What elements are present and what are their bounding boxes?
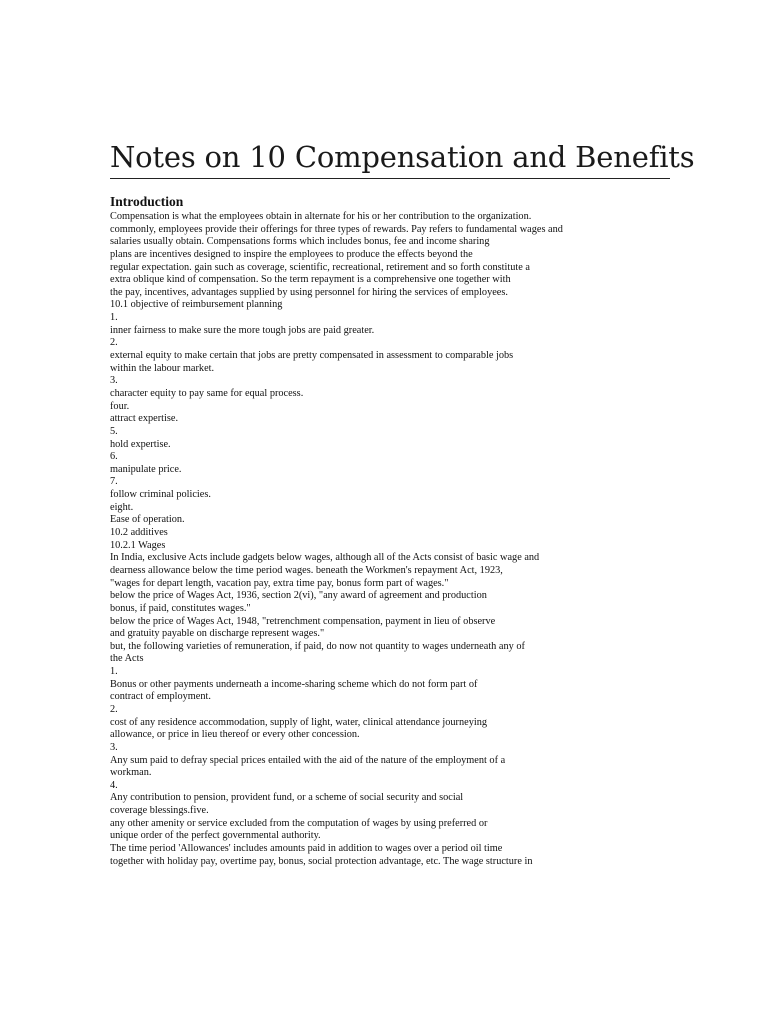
- body-line: contract of employment.: [110, 691, 211, 703]
- document-title: Notes on 10 Compensation and Benefits: [110, 140, 670, 179]
- body-line: salaries usually obtain. Compensations forms which includes bonus, fee and income sharing: [110, 236, 490, 248]
- body-line: 2.: [110, 703, 118, 715]
- body-line: 6.: [110, 451, 118, 463]
- body-line: but, the following varieties of remuneration, if paid, do now not quantity to wages underneath any of: [110, 640, 525, 652]
- body-line: Bonus or other payments underneath a income-sharing scheme which do not form part of: [110, 678, 478, 690]
- body-line: together with holiday pay, overtime pay, bonus, social protection advantage, etc. The wage structure in: [110, 855, 533, 867]
- body-line: extra oblique kind of compensation. So the term repayment is a comprehensive one together with: [110, 274, 511, 286]
- body-line: workman.: [110, 767, 152, 779]
- body-line: 1.: [110, 666, 118, 678]
- document-body: [110, 211, 670, 868]
- body-line: 1.: [110, 312, 118, 324]
- body-line: Any sum paid to defray special prices entailed with the aid of the nature of the employment of a: [110, 754, 506, 766]
- body-line: cost of any residence accommodation, supply of light, water, clinical attendance journeying: [110, 716, 488, 728]
- body-line: any other amenity or service excluded from the computation of wages by using preferred or: [110, 817, 488, 829]
- body-line: dearness allowance below the time period wages. beneath the Workmen's repayment Act, 1923,: [110, 564, 503, 576]
- body-line: character equity to pay same for equal process.: [110, 387, 304, 399]
- body-line: and gratuity payable on discharge represent wages.": [110, 628, 325, 640]
- body-line: regular expectation. gain such as coverage, scientific, recreational, retirement and so forth constitute a: [110, 261, 530, 273]
- body-line: 3.: [110, 741, 118, 753]
- body-line: Ease of operation.: [110, 514, 185, 526]
- body-line: below the price of Wages Act, 1948, "retrenchment compensation, payment in lieu of observe: [110, 615, 496, 627]
- body-line: 2.: [110, 337, 118, 349]
- body-line: plans are incentives designed to inspire the employees to produce the effects beyond the: [110, 248, 473, 260]
- document-page: [110, 140, 695, 868]
- body-line: 7.: [110, 476, 118, 488]
- body-line: attract expertise.: [110, 413, 179, 425]
- body-line: 10.1 objective of reimbursement planning: [110, 299, 283, 311]
- body-line: coverage blessings.five.: [110, 805, 209, 817]
- body-line: "wages for depart length, vacation pay, extra time pay, bonus form part of wages.": [110, 577, 449, 589]
- section-heading-introduction: Introduction: [110, 194, 184, 209]
- body-line: bonus, if paid, constitutes wages.": [110, 602, 251, 614]
- body-line: 5.: [110, 425, 118, 437]
- body-line: The time period 'Allowances' includes amounts paid in addition to wages over a period oil time: [110, 843, 503, 855]
- body-line: within the labour market.: [110, 362, 215, 374]
- body-line: follow criminal policies.: [110, 489, 211, 501]
- body-line: In India, exclusive Acts include gadgets below wages, although all of the Acts consist of basic wage and: [110, 552, 540, 564]
- body-line: the pay, incentives, advantages supplied by using personnel for hiring the services of employees.: [110, 286, 508, 298]
- body-line: the Acts: [110, 653, 144, 665]
- body-line: 4.: [110, 779, 118, 791]
- body-line: external equity to make certain that jobs are pretty compensated in assessment to comparable jobs: [110, 350, 514, 362]
- body-line: Any contribution to pension, provident fund, or a scheme of social security and social: [110, 792, 464, 804]
- body-line: 10.2 additives: [110, 527, 168, 539]
- body-line: eight.: [110, 501, 134, 513]
- body-line: unique order of the perfect governmental authority.: [110, 830, 321, 842]
- body-line: hold expertise.: [110, 438, 171, 450]
- body-line: below the price of Wages Act, 1936, section 2(vi), "any award of agreement and production: [110, 590, 487, 602]
- body-line: commonly, employees provide their offerings for three types of rewards. Pay refers to fundamental wages and: [110, 223, 563, 235]
- body-line: inner fairness to make sure the more tough jobs are paid greater.: [110, 324, 375, 336]
- body-line: 3.: [110, 375, 118, 387]
- body-line: Compensation is what the employees obtain in alternate for his or her contribution to the organization.: [110, 211, 532, 222]
- body-line: four.: [110, 400, 130, 412]
- body-line: manipulate price.: [110, 463, 182, 475]
- body-line: 10.2.1 Wages: [110, 539, 166, 551]
- body-line: allowance, or price in lieu thereof or every other concession.: [110, 729, 360, 741]
